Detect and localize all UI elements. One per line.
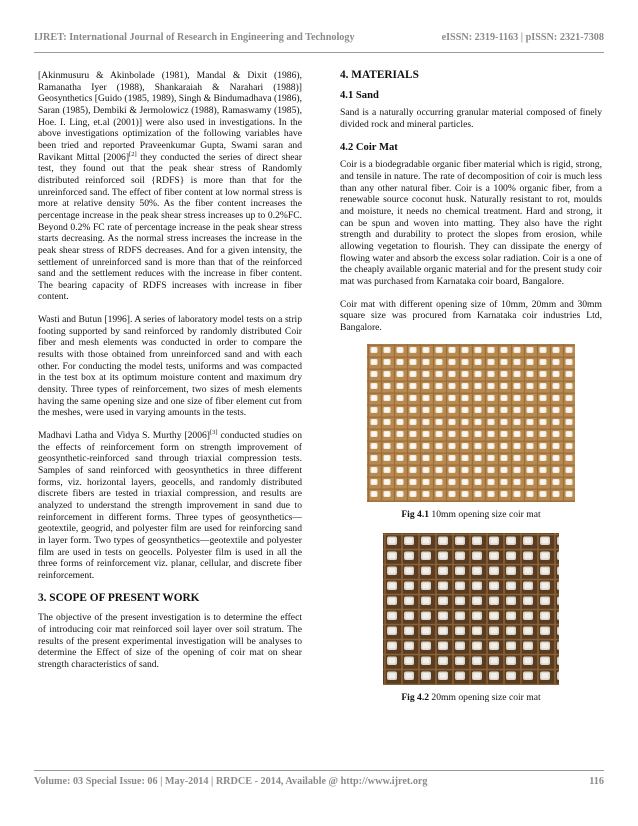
paragraph-literature-1: [Akinmusuru & Akinbolade (1981), Mandal & Dixit (1986), Ramanatha Iyer (1988), Shankaraiah & Narahari (1988)] Geosynthetics [Guido (1985, 1989), Singh & Bindumadhava (1986), Saran (1985), Dembiki & Jermolowicz (1988), Ramaswamy (1985), Hoe. I. Ling, et.al (2001)] were also used in investigations. In the above investigations optimization of the following variables have been tried and reported Praveenkumar Gupta, Swami saran and Ravikant Mittal [2006][2] they conducted the series of direct shear test, they found out that the peak shear stress of Randomly distributed reinforced soil {RDFS} is more than that for the unreinforced sand. The effect of fiber content at low normal stress is more at relative density 50%. As the fiber content increases the percentage increase in the peak shear stress increases up to 0.2%FC. Beyond 0.2% FC rate of percentage increase in the peak shear stress starts decreasing. As the normal stress increases the increase in the peak shear stress of RDFS decreases. And for a given intensity, the settlement of unreinforced sand is more than that of the reinforced sand and the settlement reduces with the increase in fiber content. The bearing capacity of RDFS increases with increase in fiber content. xyxy=(38,70,302,303)
sand-text: Sand is a naturally occurring granular material composed of finely divided rock and mineral particles. xyxy=(340,107,602,130)
figure-4-2-caption: Fig 4.2 20mm opening size coir mat xyxy=(401,692,541,704)
sand-heading: 4.1 Sand xyxy=(340,89,379,101)
footer-divider xyxy=(34,770,604,771)
section-3-heading: 3. SCOPE OF PRESENT WORK xyxy=(38,591,200,604)
volume-info: Volume: 03 Special Issue: 06 | May-2014 | RRDCE - 2014, Available @ http://www.ijret.org xyxy=(34,776,428,787)
journal-title: IJRET: International Journal of Research in Engineering and Technology xyxy=(34,32,355,43)
right-column xyxy=(340,70,602,760)
page-number: 116 xyxy=(589,776,604,787)
coir-mat-20mm-photo xyxy=(383,533,559,685)
left-column xyxy=(38,70,302,760)
page-footer xyxy=(34,776,604,787)
coir-mat-10mm-photo xyxy=(367,344,575,502)
header-divider xyxy=(34,52,604,53)
coir-mat-heading: 4.2 Coir Mat xyxy=(340,141,398,153)
paragraph-wasti-butun: Wasti and Butun [1996]. A series of laboratory model tests on a strip footing supported by sand reinforced by randomly distributed Coir fiber and mesh elements was conducted in order to compare the results with those obtained from unreinforced sand and with each other. For conducting the model tests, uniforms and was compacted in the test box at its optimum moisture content and maximum dry density. Three types of reinforcement, two sizes of mesh elements having the same opening size and one size of fiber element cut from the meshes, were used in varying amounts in the tests. xyxy=(38,314,302,419)
section-3-text: The objective of the present investigation is to determine the effect of introducing coir mat reinforced soil layer over soil stratum. The results of the present experimental investigation will be analyses to determine the Effect of size of the opening of coir mat on shear strength characteristics of sand. xyxy=(38,612,302,670)
page-header xyxy=(34,32,604,48)
paragraph-madhavi-latha: Madhavi Latha and Vidya S. Murthy [2006][3] conducted studies on the effects of reinforcement form on strength improvement of geosynthetic-reinforced sand through triaxial compression tests. Samples of sand reinforced with geosynthetics in three different forms, viz. horizontal layers, geocells, and randomly distributed discrete fibers are tested in triaxial compression, and results are analyzed to understand the strength improvement in sand due to reinforcement in different forms. Three types of geosynthetics—geotextile, geogrid, and polyester film are used for reinforcing sand in layer form. Two types of geosynthetics—geotextile and polyester film are used in tests on geocells. Polyester film is used in all the three forms of reinforcement viz. planar, cellular, and discrete fiber reinforcement. xyxy=(38,428,302,581)
section-4-heading: 4. MATERIALS xyxy=(340,70,419,81)
figure-4-1-caption: Fig 4.1 10mm opening size coir mat xyxy=(401,509,541,521)
coir-mat-sizes-text: Coir mat with different opening size of 10mm, 20mm and 30mm square size was procured from Karnataka coir industries Ltd, Bangalore. xyxy=(340,298,602,333)
coir-mat-text: Coir is a biodegradable organic fiber material which is rigid, strong, and tensile in nature. The rate of decomposition of coir is much less than any other natural fiber. Coir is a 100% organic fiber, from a renewable source coconut husk. Naturally resistant to rot, moulds and moisture, it needs no chemical treatment. Hard and strong, it can be spun and woven into matting. They also have the right strength and durability to protect the slopes from erosion, while allowing vegetation to flourish. They can dissipate the energy of flowing water and absorb the excess solar radiation. Coir is a one of the cheaply available organic material and for the present study coir mat was purchased from Karnataka coir board, Bangalore. xyxy=(340,159,602,287)
issn: eISSN: 2319-1163 | pISSN: 2321-7308 xyxy=(441,32,604,43)
